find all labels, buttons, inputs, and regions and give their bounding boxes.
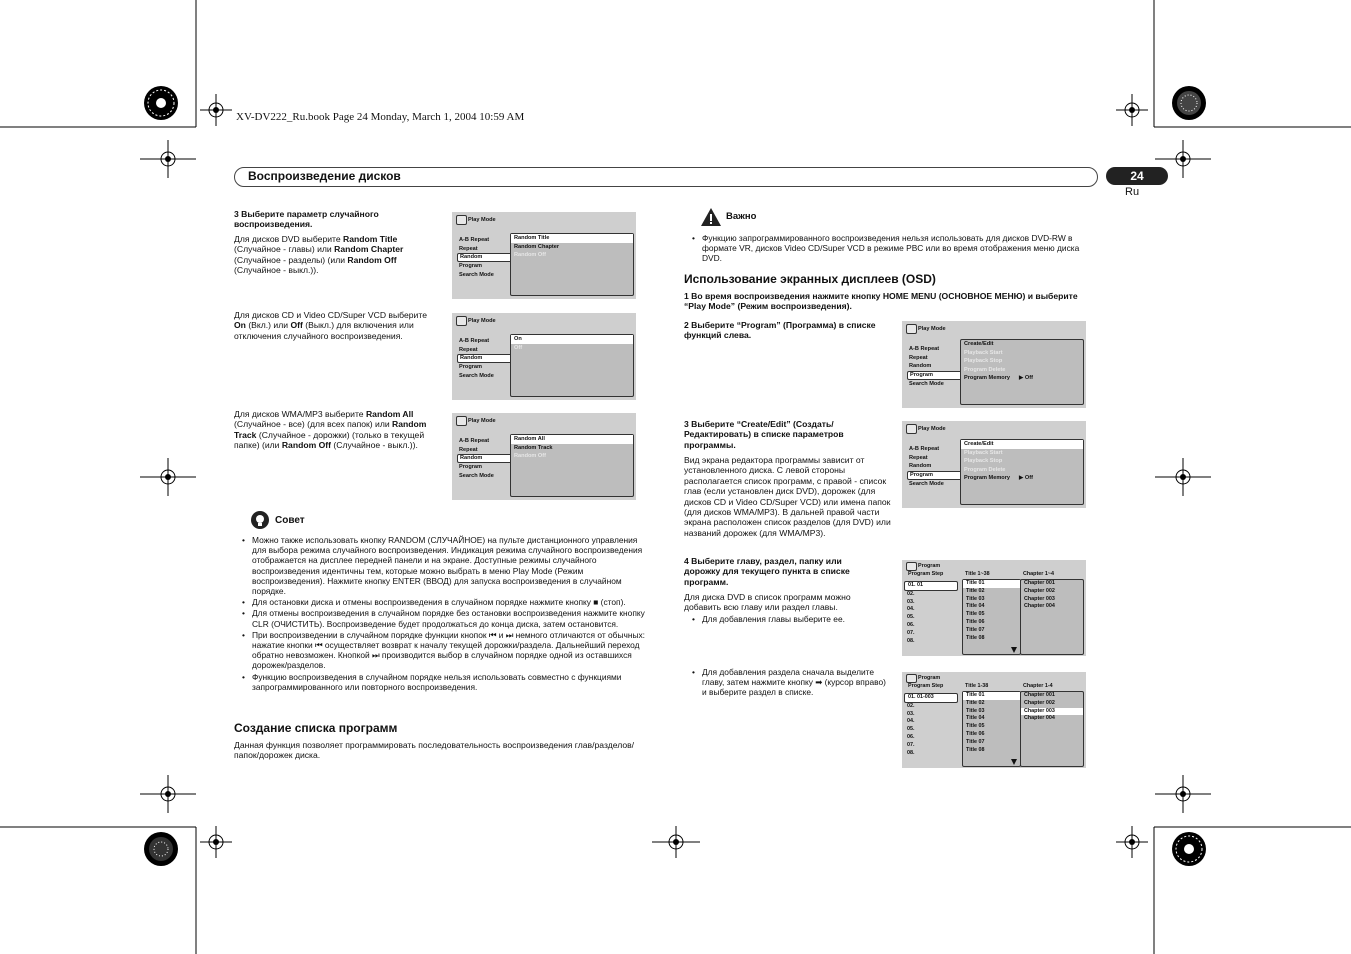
option-random-all[interactable]: Random All	[511, 435, 633, 444]
option-random-track[interactable]: Random Track	[514, 444, 553, 451]
scroll-down-icon[interactable]	[1011, 647, 1017, 653]
program-step[interactable]: 07.	[907, 629, 915, 636]
step3-dvd-text: Для дисков DVD выберите Random Title (Случайное - главы) или Random Chapter (Случайное - разделы) (или Random Off (Случайное - выкл.)).	[234, 234, 404, 276]
bullet-add-chapter: • Для добавления раздела сначала выделите главу, затем нажмите кнопку ➡ (курсор вправо) и выберите раздел в списке.	[692, 667, 892, 698]
title-item[interactable]: Title 08	[966, 634, 985, 641]
play-mode-icon	[456, 316, 467, 326]
osd-random-dvd	[452, 212, 636, 299]
menu-program[interactable]: Program	[459, 263, 483, 269]
osd-menu	[457, 337, 513, 380]
title-item[interactable]: Title 07	[966, 738, 985, 745]
scroll-down-icon[interactable]	[1011, 759, 1017, 765]
menu-search-mode[interactable]: Search Mode	[459, 372, 494, 379]
program-step[interactable]: 04.	[907, 606, 915, 613]
program-step[interactable]: 03.	[907, 598, 915, 605]
osd-title: Play Mode	[468, 418, 496, 424]
menu-random[interactable]: Random	[909, 463, 932, 469]
chapter-item[interactable]: Chapter 004	[1024, 603, 1055, 610]
section-title-osd: Использование экранных дисплеев (OSD)	[684, 272, 936, 286]
page-number-badge: 24	[1106, 167, 1168, 185]
tip-title: Совет	[275, 515, 305, 526]
program-step[interactable]: 04.	[907, 718, 915, 725]
option-playback-stop[interactable]: Playback Stop	[964, 458, 1003, 464]
option-program-delete[interactable]: Program Delete	[964, 466, 1006, 473]
program-screen-b	[902, 672, 1086, 768]
menu-repeat[interactable]: Repeat	[459, 245, 478, 252]
osd-options-panel	[510, 434, 634, 497]
option-program-delete[interactable]: Program Delete	[964, 366, 1006, 373]
program-step[interactable]: 08.	[907, 637, 915, 644]
step4-title: 4 Выберите главу, раздел, папку или дорожку для текущего пункта в списке программ.	[684, 556, 850, 587]
program-steps-list	[904, 581, 958, 653]
program-step[interactable]: 05.	[907, 614, 915, 621]
menu-repeat[interactable]: Repeat	[459, 346, 478, 353]
menu-search-mode[interactable]: Search Mode	[909, 480, 944, 487]
menu-ab-repeat[interactable]: A-B Repeat	[909, 346, 940, 352]
program-step[interactable]: 05.	[907, 726, 915, 733]
title-item[interactable]: Title 06	[966, 618, 985, 625]
title-item[interactable]: Title 06	[966, 730, 985, 737]
file-info-line: XV-DV222_Ru.book Page 24 Monday, March 1, 2004 10:59 AM	[236, 111, 525, 123]
option-playback-start[interactable]: Playback Start	[964, 349, 1003, 356]
option-random-title[interactable]: Random Title	[511, 234, 633, 243]
option-program-memory[interactable]: Program Memory ▶ Off	[964, 475, 1033, 481]
option-random-off[interactable]: Random Off	[514, 453, 547, 459]
chapter-item[interactable]: Chapter 002	[1024, 699, 1055, 706]
play-mode-icon	[906, 324, 917, 334]
osd-options-panel	[960, 439, 1084, 505]
tip-list	[242, 535, 652, 693]
chapter-range-label: Chapter 1-4	[1023, 683, 1053, 689]
menu-search-mode[interactable]: Search Mode	[909, 380, 944, 387]
program-step[interactable]: 06.	[907, 733, 915, 740]
step4-bullet-title	[692, 614, 887, 625]
osd-random-cd	[452, 313, 636, 400]
play-mode-icon	[456, 416, 467, 426]
page-title: Воспроизведение дисков	[248, 169, 401, 183]
program-step[interactable]: 03.	[907, 710, 915, 717]
title-item[interactable]: Title 03	[966, 595, 985, 602]
step4-bullet-chapter	[692, 667, 892, 699]
program-step[interactable]: 01. 01	[904, 581, 958, 591]
chapter-item[interactable]: Chapter 001	[1024, 692, 1055, 698]
program-step-label: Program Step	[908, 571, 944, 577]
program-title: Program	[918, 563, 941, 569]
titles-list	[962, 691, 1021, 767]
warning-icon	[700, 207, 722, 227]
osd-random-wma	[452, 413, 636, 500]
chapter-item[interactable]: Chapter 004	[1024, 715, 1055, 722]
section-title-program-list: Создание списка программ	[234, 721, 398, 735]
option-on[interactable]: On	[511, 335, 633, 344]
step4-text: Для диска DVD в список программ можно добавить всю главу или раздел главы.	[684, 592, 851, 613]
menu-ab-repeat[interactable]: A-B Repeat	[909, 446, 940, 452]
menu-program[interactable]: Program	[459, 464, 483, 470]
menu-program[interactable]: Program	[907, 471, 963, 480]
osd-title: Play Mode	[468, 217, 496, 223]
title-item[interactable]: Title 04	[966, 715, 985, 722]
cd-text: Для дисков CD и Video CD/Super VCD выберите On (Вкл.) или Off (Выкл.) для включения или отключения случайного воспроизведения.	[234, 310, 427, 341]
title-item[interactable]: Title 08	[966, 746, 985, 753]
menu-random[interactable]: Random	[457, 253, 513, 262]
program-steps-list	[904, 693, 958, 765]
menu-ab-repeat[interactable]: A-B Repeat	[459, 237, 490, 243]
title-item[interactable]: Title 01	[963, 580, 1020, 588]
option-random-off[interactable]: Random Off	[514, 252, 547, 258]
menu-ab-repeat[interactable]: A-B Repeat	[459, 338, 490, 344]
titles-list	[962, 579, 1021, 655]
title-range-label: Title 1-38	[965, 683, 989, 689]
osd-menu	[457, 437, 513, 480]
tip-item: • Для остановки диска и отмены воспроизведения в случайном порядке нажмите кнопку ■ (стоп).	[242, 597, 652, 607]
osd-menu	[457, 236, 513, 279]
play-mode-icon	[906, 424, 917, 434]
osd-title: Play Mode	[468, 318, 496, 324]
chapter-item[interactable]: Chapter 002	[1024, 587, 1055, 594]
program-step[interactable]: 02.	[907, 590, 915, 597]
osd-program-1	[902, 321, 1086, 408]
step3-title: 3 Выберите параметр случайного воспроизведения.	[234, 209, 379, 230]
option-playback-stop[interactable]: Playback Stop	[964, 358, 1003, 364]
osd-options-panel	[510, 233, 634, 296]
osd-title: Play Mode	[918, 426, 946, 432]
menu-random[interactable]: Random	[457, 354, 513, 363]
option-create-edit[interactable]: Create/Edit	[961, 440, 1083, 449]
program-step[interactable]: 06.	[907, 621, 915, 628]
tip-item: • Можно также использовать кнопку RANDOM (СЛУЧАЙНОЕ) на пульте дистанционного управления для выбора режима случайного воспроизведения. Индикация режима случайного воспроизведения отображается на дисплее передней панели и на экране. Доступные режимы случайного воспроизведения идентичны тем, которые можно выбрать в меню Play Mode (Режим воспроизведения). Нажмите кнопку ENTER (ВВОД) для запуска воспроизведения в случайном порядке.	[242, 535, 652, 596]
wma-text: Для дисков WMA/MP3 выберите Random All (Случайное - все) (для всех папок) или Random Track (Случайное - дорожки) (только в текущей папке) (или Random Off (Случайное - выкл.)).	[234, 409, 427, 451]
program-step[interactable]: 07.	[907, 741, 915, 748]
option-playback-start[interactable]: Playback Start	[964, 449, 1003, 456]
important-title: Важно	[726, 211, 757, 222]
chapters-list	[1020, 691, 1084, 767]
important-item: • Функцию запрограммированного воспроизведения нельзя использовать для дисков DVD-RW в формате VR, дисков Video CD/Super VCD в режиме PBC или во время отображения меню диска DVD.	[692, 233, 1097, 264]
step2-text: 2 Выберите “Program” (Программа) в списке функций слева.	[684, 320, 876, 341]
osd-menu	[907, 445, 963, 488]
title-item[interactable]: Title 03	[966, 707, 985, 714]
section-text: Данная функция позволяет программировать последовательность воспроизведения глав/разделов/папок/дорожек диска.	[234, 740, 635, 761]
menu-program[interactable]: Program	[907, 371, 963, 380]
menu-repeat[interactable]: Repeat	[909, 354, 928, 361]
osd-options-panel	[960, 339, 1084, 405]
osd-menu	[907, 345, 963, 388]
program-step[interactable]: 02.	[907, 702, 915, 709]
title-item[interactable]: Title 01	[963, 692, 1020, 700]
title-item[interactable]: Title 02	[966, 587, 985, 594]
osd-options-panel	[510, 334, 634, 397]
program-title: Program	[918, 675, 941, 681]
step3-right-text: Вид экрана редактора программы зависит от установленного диска. С левой стороны располагается список программ, с правой - список глав (если установлен диск DVD), дорожек (для дисков CD и Video CD/Super VCD) или имена папок (для дисков WMA/MP3). В дальней правой части экрана расположен список разделов (для DVD) или названий дорожек (для WMA/MP3).	[684, 455, 891, 538]
chapters-list	[1020, 579, 1084, 655]
chapter-item[interactable]: Chapter 003	[1024, 595, 1055, 602]
menu-search-mode[interactable]: Search Mode	[459, 472, 494, 479]
program-step-label: Program Step	[908, 683, 944, 689]
menu-repeat[interactable]: Repeat	[459, 446, 478, 453]
osd-title: Play Mode	[918, 326, 946, 332]
title-item[interactable]: Title 05	[966, 723, 985, 730]
chapter-item[interactable]: Chapter 001	[1024, 580, 1055, 586]
option-off[interactable]: Off	[514, 344, 523, 351]
chapter-item[interactable]: Chapter 003	[1021, 708, 1083, 716]
language-label: Ru	[1125, 186, 1140, 198]
title-item[interactable]: Title 04	[966, 603, 985, 610]
menu-program[interactable]: Program	[459, 364, 483, 370]
title-item[interactable]: Title 07	[966, 626, 985, 633]
option-program-memory[interactable]: Program Memory ▶ Off	[964, 375, 1033, 381]
program-screen-a	[902, 560, 1086, 656]
osd-program-2	[902, 421, 1086, 508]
menu-random[interactable]: Random	[909, 363, 932, 369]
bullet-add-title: • Для добавления главы выберите ее.	[692, 614, 887, 624]
menu-random[interactable]: Random	[457, 454, 513, 463]
tip-icon	[250, 510, 270, 530]
menu-search-mode[interactable]: Search Mode	[459, 271, 494, 278]
menu-ab-repeat[interactable]: A-B Repeat	[459, 438, 490, 444]
play-mode-icon	[456, 215, 467, 225]
menu-repeat[interactable]: Repeat	[909, 454, 928, 461]
step3-right-title: 3 Выберите “Create/Edit” (Создать/Редактировать) в списке параметров программы.	[684, 419, 844, 450]
program-step[interactable]: 01. 01-003	[904, 693, 958, 703]
option-random-chapter[interactable]: Random Chapter	[514, 243, 560, 250]
title-item[interactable]: Title 05	[966, 611, 985, 618]
important-list	[692, 233, 1097, 265]
program-step[interactable]: 08.	[907, 749, 915, 756]
tip-item: • Функцию воспроизведения в случайном порядке нельзя использовать совместно с функциями запрограммированного или повторного воспроизведения.	[242, 672, 652, 692]
tip-item: • Для отмены воспроизведения в случайном порядке без остановки воспроизведения нажмите кнопку CLR (ОЧИСТИТЬ). Воспроизведение будет продолжаться до конца диска, затем остановится.	[242, 608, 652, 628]
title-range-label: Title 1~38	[965, 571, 990, 577]
title-item[interactable]: Title 02	[966, 699, 985, 706]
step1-text: 1 Во время воспроизведения нажмите кнопку HOME MENU (ОСНОВНОЕ МЕНЮ) и выберите “Play Mode” (Режим воспроизведения).	[684, 291, 1078, 312]
chapter-range-label: Chapter 1~4	[1023, 571, 1055, 577]
tip-item: • При воспроизведении в случайном порядке функции кнопок ⏮ и ⏭ немного отличаются от обычных: нажатие кнопки ⏮ осуществляет возврат к началу текущей дорожки/раздела. Дальнейший переход обратно невозможен. Кнопкой ⏭ производится выбор в случайном порядке одной из оставшихся дорожек/разделов.	[242, 630, 652, 671]
option-create-edit[interactable]: Create/Edit	[964, 341, 994, 347]
